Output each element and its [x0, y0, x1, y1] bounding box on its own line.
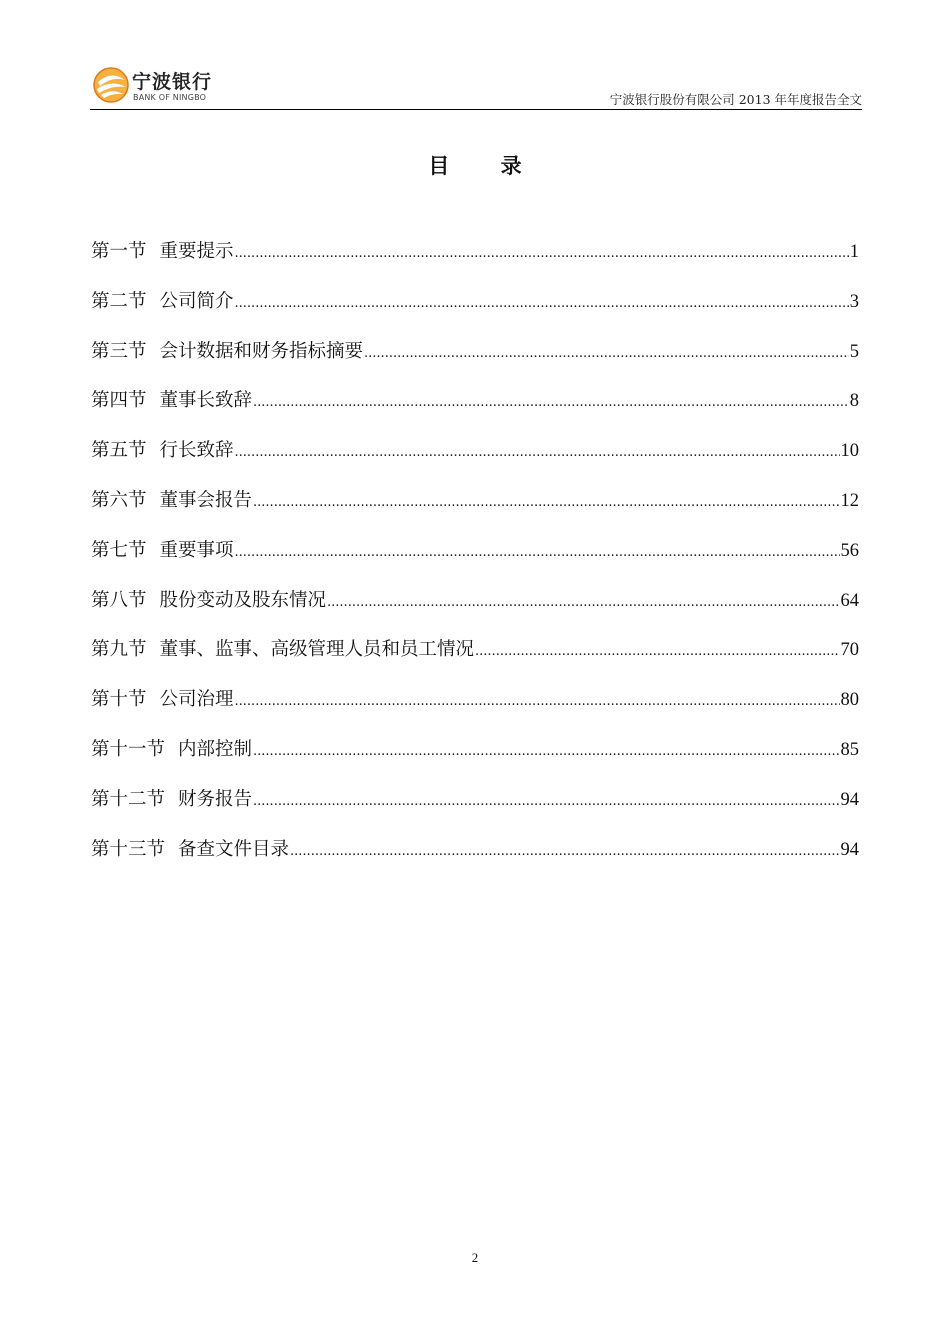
toc-section-number: 第四节	[91, 390, 147, 412]
toc-page-number: 5	[849, 341, 859, 362]
toc-section-name: 行长致辞	[159, 440, 234, 462]
toc-dot-leader	[475, 635, 839, 667]
toc-section-name: 董事长致辞	[159, 390, 253, 412]
toc-section-name: 董事、监事、高级管理人员和员工情况	[159, 639, 475, 661]
toc-page-number: 3	[849, 291, 859, 312]
toc-dot-leader	[235, 436, 840, 468]
toc-entry[interactable]	[91, 287, 859, 337]
toc-page-number: 94	[840, 839, 859, 860]
toc-page-number: 64	[840, 590, 859, 611]
toc-entry[interactable]	[91, 486, 859, 536]
toc-section-number: 第十节	[91, 689, 147, 711]
page-number: 2	[471, 1250, 479, 1265]
toc-section-name: 会计数据和财务指标摘要	[159, 340, 364, 362]
bank-of-ningbo-logo-icon	[92, 66, 130, 104]
toc-entry[interactable]	[91, 536, 859, 586]
toc-page-number: 8	[849, 391, 859, 412]
toc-section-number: 第十二节	[91, 788, 166, 810]
toc-dot-leader	[253, 735, 839, 767]
toc-dot-leader	[253, 386, 849, 418]
toc-page-number: 85	[840, 739, 859, 760]
toc-entry[interactable]	[91, 635, 859, 685]
toc-dot-leader	[253, 785, 839, 817]
toc-entry[interactable]	[91, 586, 859, 636]
toc-dot-leader	[364, 337, 849, 369]
toc-entry[interactable]	[91, 835, 859, 885]
toc-entry[interactable]	[91, 237, 859, 287]
toc-page-number: 80	[840, 690, 859, 711]
toc-section-number: 第二节	[91, 290, 147, 312]
toc-section-number: 第一节	[91, 241, 147, 262]
table-of-contents	[91, 237, 859, 884]
toc-section-number: 第十一节	[91, 738, 166, 760]
toc-section-name: 财务报告	[178, 788, 253, 810]
toc-entry[interactable]	[91, 685, 859, 735]
toc-section-name: 公司简介	[159, 290, 234, 312]
toc-entry[interactable]	[91, 785, 859, 835]
header-divider	[90, 109, 862, 110]
report-title: 宁波银行股份有限公司 2013 年年度报告全文	[609, 92, 862, 107]
toc-page-number: 10	[840, 441, 859, 462]
toc-section-name: 公司治理	[159, 689, 234, 711]
toc-section-number: 第九节	[91, 639, 147, 661]
logo-chinese-name: 宁波银行	[132, 71, 213, 93]
toc-section-number: 第七节	[91, 539, 147, 561]
toc-dot-leader	[235, 287, 849, 319]
toc-dot-leader	[327, 586, 839, 618]
toc-section-name: 内部控制	[178, 738, 253, 760]
toc-section-number: 第六节	[91, 489, 147, 511]
toc-page-number: 94	[840, 789, 859, 810]
toc-section-number: 第三节	[91, 340, 147, 362]
toc-page-number: 1	[849, 242, 859, 262]
toc-dot-leader	[290, 835, 839, 867]
toc-page-number: 12	[840, 490, 859, 511]
toc-section-name: 重要提示	[159, 241, 234, 262]
toc-section-name: 股份变动及股东情况	[159, 589, 327, 611]
toc-section-name: 重要事项	[159, 539, 234, 561]
toc-section-name: 董事会报告	[159, 489, 253, 511]
logo-english-name: BANK OF NINGBO	[133, 93, 207, 102]
toc-section-name: 备查文件目录	[178, 838, 290, 860]
toc-dot-leader	[235, 237, 849, 269]
toc-entry[interactable]	[91, 386, 859, 436]
toc-title: 目 录	[428, 153, 544, 178]
toc-entry[interactable]	[91, 337, 859, 387]
toc-page-number: 56	[840, 540, 859, 561]
toc-dot-leader	[235, 685, 840, 717]
toc-section-number: 第五节	[91, 440, 147, 462]
toc-section-number: 第八节	[91, 589, 147, 611]
toc-dot-leader	[235, 536, 840, 568]
page-header	[90, 62, 862, 112]
toc-entry[interactable]	[91, 735, 859, 785]
toc-section-number: 第十三节	[91, 838, 166, 860]
toc-entry[interactable]	[91, 436, 859, 486]
bank-logo	[92, 66, 292, 106]
toc-page-number: 70	[840, 640, 859, 661]
toc-dot-leader	[253, 486, 839, 518]
